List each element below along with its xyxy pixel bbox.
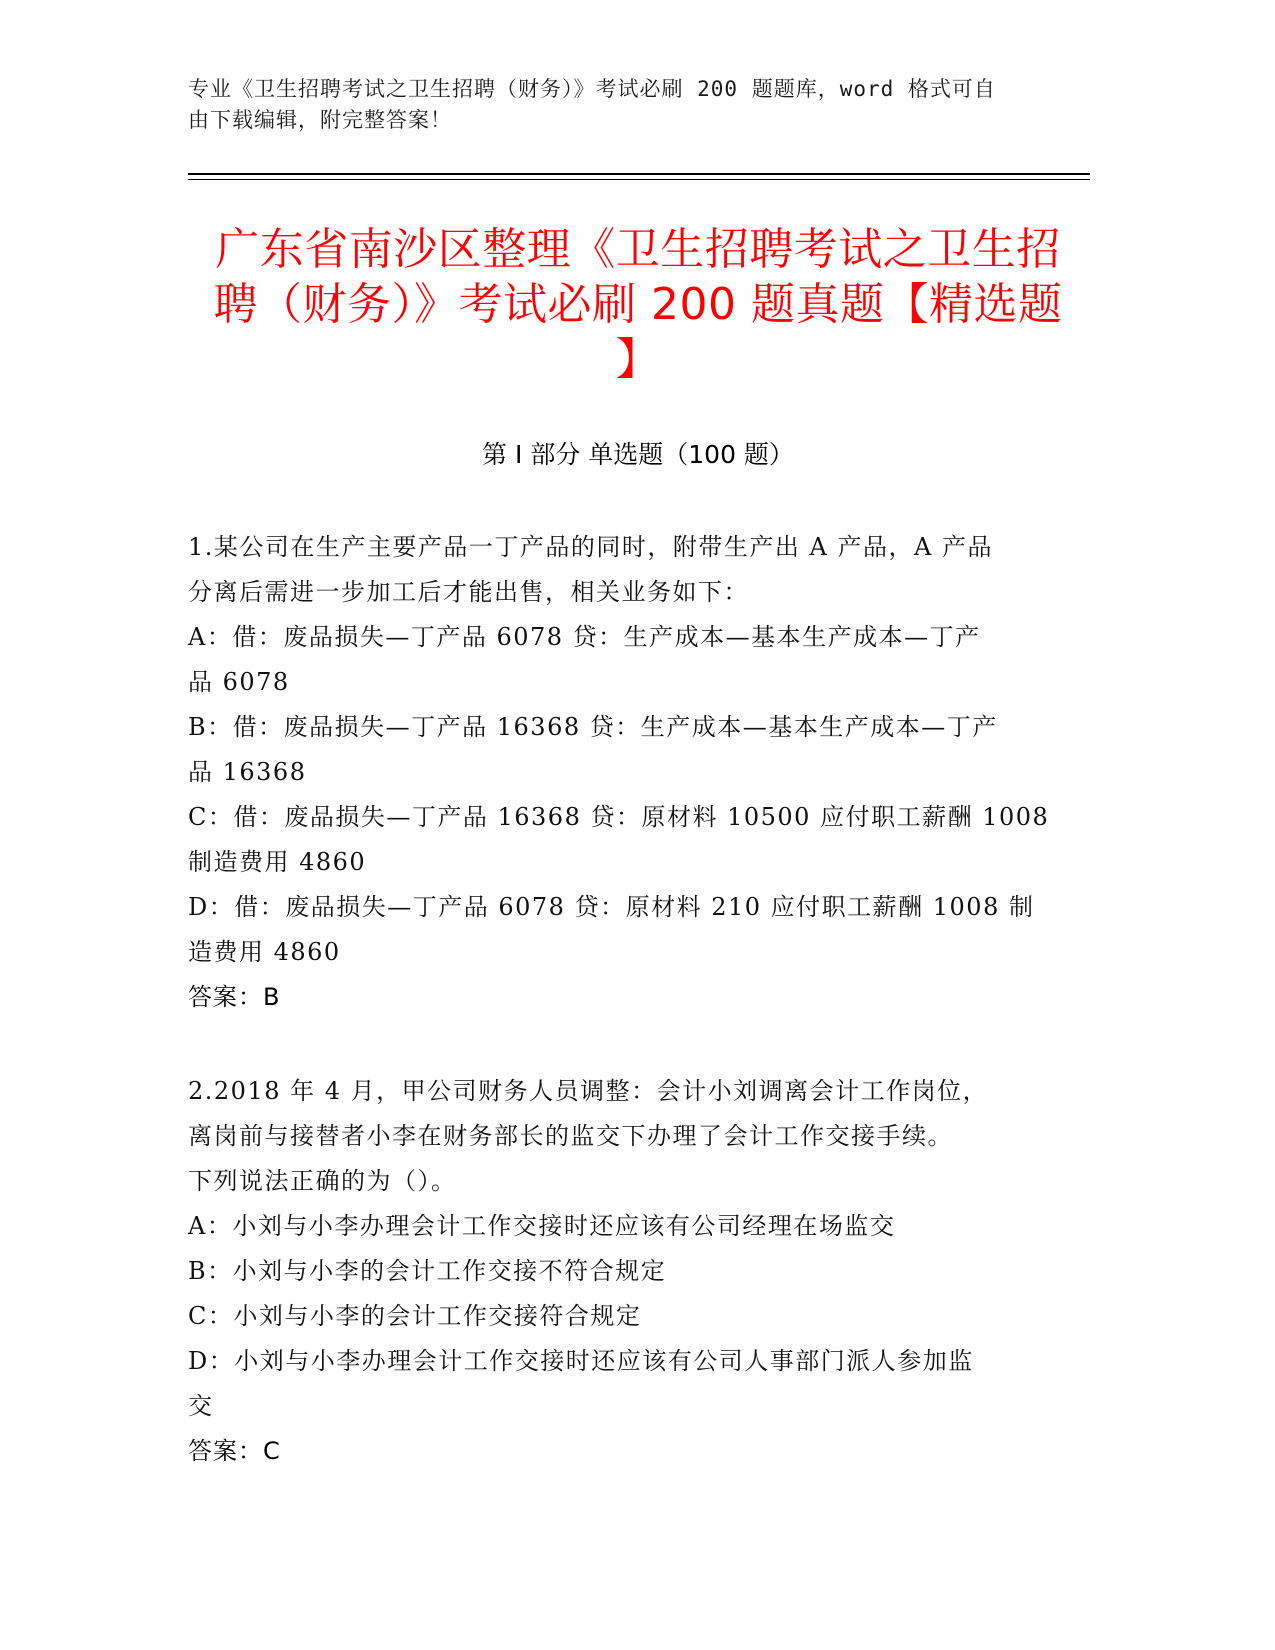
option-b-line: B：小刘与小李的会计工作交接不符合规定 <box>188 1257 667 1285</box>
answer-label: 答案：C <box>188 1437 281 1465</box>
header-note-line: 专业《卫生招聘考试之卫生招聘（财务）》考试必刷 200 题题库，word 格式可自 <box>188 77 996 101</box>
option-a-line: 品 6078 <box>188 668 290 696</box>
question-stem-line: 下列说法正确的为（）。 <box>188 1167 457 1195</box>
option-d-line: D：借：废品损失—丁产品 6078 贷：原材料 210 应付职工薪酬 1008 制 <box>188 893 1035 921</box>
question-stem-line: 离岗前与接替者小李在财务部长的监交下办理了会计工作交接手续。 <box>188 1122 953 1150</box>
answer-label: 答案：B <box>188 983 281 1011</box>
document-title-line: 聘（财务）》考试必刷 200 题真题【精选题 <box>213 279 1063 330</box>
option-d-line: 造费用 4860 <box>188 938 341 966</box>
document-title-line: 广东省南沙区整理《卫生招聘考试之卫生招 <box>215 224 1061 275</box>
header-note-line: 由下载编辑，附完整答案！ <box>188 108 452 132</box>
question-stem-line: 分离后需进一步加工后才能出售，相关业务如下： <box>188 578 749 606</box>
option-a-line: A：小刘与小李办理会计工作交接时还应该有公司经理在场监交 <box>188 1212 896 1240</box>
question-item <box>188 1069 1093 1474</box>
section-heading: 第 I 部分 单选题（100 题） <box>482 440 794 469</box>
document-title <box>188 222 1088 387</box>
header-divider-thin <box>188 179 1090 180</box>
option-d-line: D：小刘与小李办理会计工作交接时还应该有公司人事部门派人参加监 <box>188 1347 974 1375</box>
question-stem-line: 2.2018 年 4 月，甲公司财务人员调整：会计小刘调离会计工作岗位， <box>188 1077 989 1105</box>
option-c-line: 制造费用 4860 <box>188 848 367 876</box>
option-d-line: 交 <box>188 1392 214 1420</box>
document-title-line: 】 <box>615 334 661 385</box>
header-note <box>188 74 1078 136</box>
question-stem-line: 1.某公司在生产主要产品一丁产品的同时，附带生产出 A 产品，A 产品 <box>188 533 993 561</box>
option-c-line: C：小刘与小李的会计工作交接符合规定 <box>188 1302 642 1330</box>
option-b-line: 品 16368 <box>188 758 307 786</box>
option-c-line: C：借：废品损失—丁产品 16368 贷：原材料 10500 应付职工薪酬 1008 <box>188 803 1050 831</box>
option-a-line: A：借：废品损失—丁产品 6078 贷：生产成本—基本生产成本—丁产 <box>188 623 981 651</box>
header-divider-thick <box>188 173 1090 175</box>
question-item <box>188 525 1093 1020</box>
option-b-line: B：借：废品损失—丁产品 16368 贷：生产成本—基本生产成本—丁产 <box>188 713 998 741</box>
